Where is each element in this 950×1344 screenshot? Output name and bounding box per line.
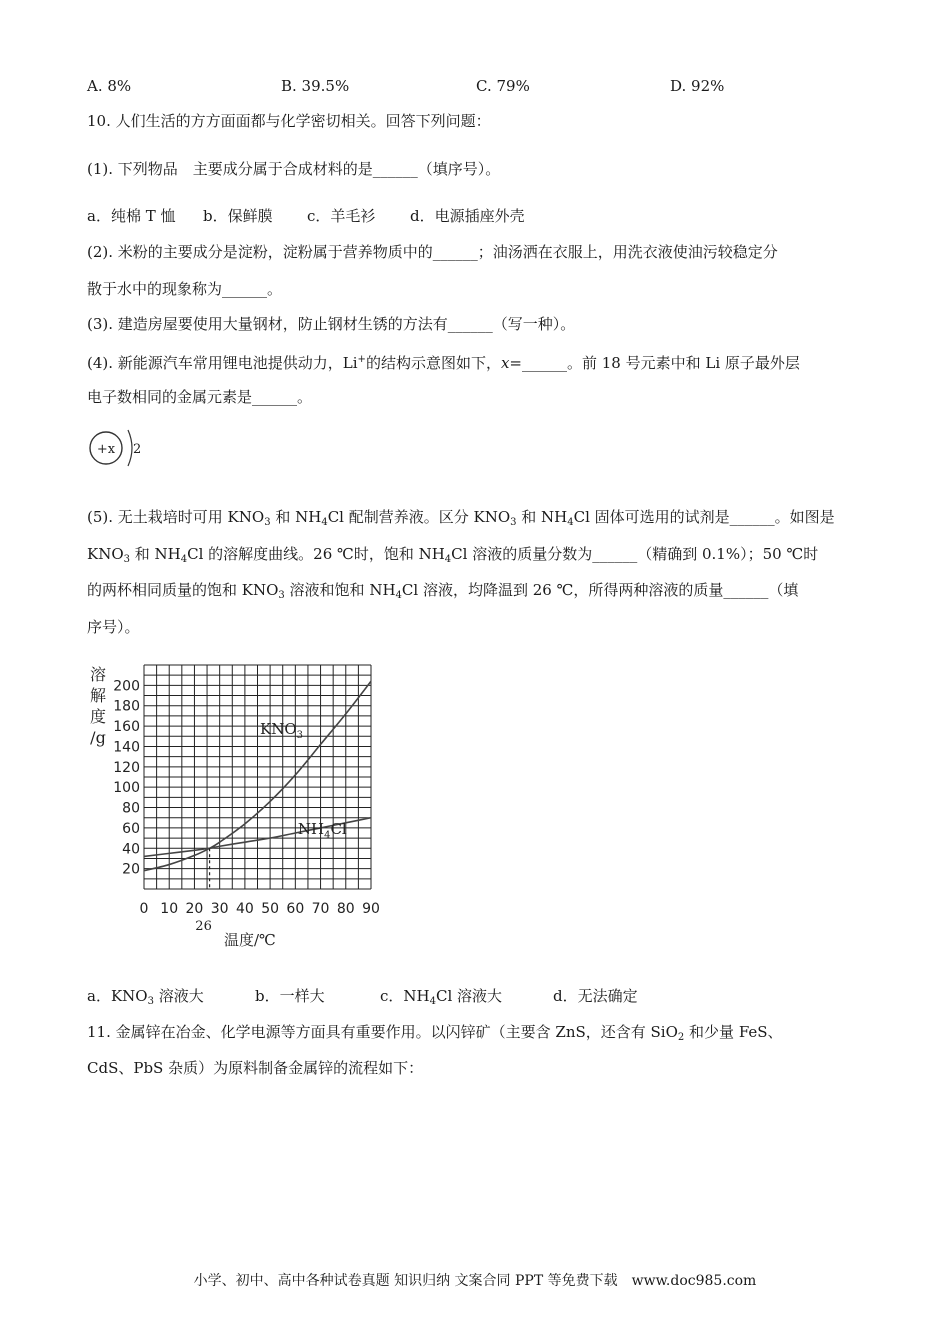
- y-tick-200: 200: [113, 678, 140, 695]
- q10-part5-line3: 的两杯相同质量的饱和 $KNO_3$ 溶液和饱和 $NH_4Cl$ 溶液，均降温到 26 ℃，所得两种溶液的质量______（填: [87, 581, 799, 601]
- page-footer: 小学、初中、高中各种试卷真题 知识归纳 文案合同 PPT 等免费下载 www.doc985.com: [193, 1273, 757, 1289]
- y-label-char-1: 解: [89, 686, 107, 705]
- solubility-chart: [80, 660, 400, 960]
- q10-part5-line4: 序号）。: [87, 618, 140, 636]
- y-tick-140: 140: [113, 739, 140, 756]
- x-axis-ticks: [140, 901, 380, 917]
- y-tick-120: 120: [113, 759, 140, 776]
- y-axis-ticks: [113, 678, 140, 877]
- chart-grid: [144, 665, 371, 889]
- y-tick-60: 60: [122, 820, 140, 837]
- q10-part3: (3). 建造房屋要使用大量钢材，防止钢材生锈的方法有______（写一种）。: [87, 315, 576, 333]
- q10-part2-line1: (2). 米粉的主要成分是淀粉，淀粉属于营养物质中的______；油汤洒在衣服上，用洗衣液使油污较稳定分: [87, 243, 778, 261]
- q11-line1: 11. 金属锌在冶金、化学电源等方面具有重要作用。以闪锌矿（主要含 ZnS，还含有 SiO$_2$ 和少量 FeS、: [87, 1023, 783, 1043]
- x-axis-label: 温度/℃: [224, 931, 276, 949]
- y-tick-160: 160: [113, 719, 140, 736]
- x-tick-20: 20: [185, 901, 204, 917]
- y-axis-label: [90, 665, 106, 747]
- q10-part5-line2: $KNO_3$ 和 $NH_4Cl$ 的溶解度曲线。26 ℃时，饱和 $NH_4Cl$ 溶液的质量分数为______（精确到 0.1%）；50 ℃时: [87, 545, 819, 565]
- x-tick-80: 80: [336, 901, 355, 917]
- electron-shell-count: 2: [133, 442, 142, 457]
- nucleus-charge-label: +x: [96, 442, 116, 457]
- series-label-nh4cl: $NH_4Cl$: [297, 820, 347, 842]
- x-tick-30: 30: [210, 901, 229, 917]
- q10-part1-option-a: a．纯棉 T 恤: [87, 207, 176, 225]
- q10-part1-option-d: d．电源插座外壳: [410, 207, 525, 225]
- q10-part5-line1: (5). 无土栽培时可用 $KNO_3$ 和 $NH_4Cl$ 配制营养液。区分 $KNO_3$ 和 $NH_4Cl$ 固体可选用的试剂是______。如图是: [87, 508, 835, 528]
- q11-line2: CdS、PbS 杂质）为原料制备金属锌的流程如下：: [87, 1059, 424, 1077]
- q10-part4-line2: 电子数相同的金属元素是______。: [87, 388, 313, 406]
- marker-26-label: 26: [195, 919, 212, 934]
- q10-part1-option-b: b．保鲜膜: [203, 207, 273, 225]
- q9-option-a: A. 8%: [87, 77, 132, 95]
- y-tick-40: 40: [122, 841, 140, 858]
- q10-stem: 10. 人们生活的方方面面都与化学密切相关。回答下列问题：: [87, 112, 491, 130]
- x-tick-50: 50: [261, 901, 280, 917]
- q9-option-c: C. 79%: [476, 77, 530, 95]
- q10-part4-line1: (4). 新能源汽车常用锂电池提供动力，Li+的结构示意图如下，x=______。前 18 号元素中和 Li 原子最外层: [87, 354, 800, 372]
- y-tick-80: 80: [122, 800, 140, 817]
- q10-part2-line2: 散于水中的现象称为______。: [87, 280, 283, 298]
- x-tick-90: 90: [362, 901, 380, 917]
- y-tick-20: 20: [122, 861, 140, 878]
- x-tick-0: 0: [139, 901, 149, 917]
- q10-part1: (1). 下列物品 主要成分属于合成材料的是______（填序号）。: [87, 160, 501, 178]
- q9-option-b: B. 39.5%: [281, 77, 350, 95]
- electron-shell-arc: [128, 430, 132, 466]
- q10-part5-option-a: a．$KNO_3$ 溶液大: [87, 987, 204, 1007]
- li-ion-structure-diagram: [86, 424, 156, 474]
- q9-option-d: D. 92%: [670, 77, 725, 95]
- x-tick-10: 10: [160, 901, 179, 917]
- q10-part5-option-b: b．一样大: [255, 987, 325, 1005]
- q10-part5-option-c: c．$NH_4Cl$ 溶液大: [380, 987, 503, 1007]
- y-tick-180: 180: [113, 698, 140, 715]
- x-tick-70: 70: [311, 901, 330, 917]
- y-label-char-2: 度: [89, 707, 107, 726]
- x-tick-60: 60: [286, 901, 305, 917]
- y-label-char-3: /g: [90, 728, 106, 747]
- q10-part1-option-c: c．羊毛衫: [307, 207, 376, 225]
- y-tick-100: 100: [113, 780, 140, 797]
- q10-part5-option-d: d．无法确定: [553, 987, 638, 1005]
- series-label-kno3: $KNO_3$: [260, 720, 304, 742]
- y-label-char-0: 溶: [89, 665, 107, 684]
- x-tick-40: 40: [235, 901, 254, 917]
